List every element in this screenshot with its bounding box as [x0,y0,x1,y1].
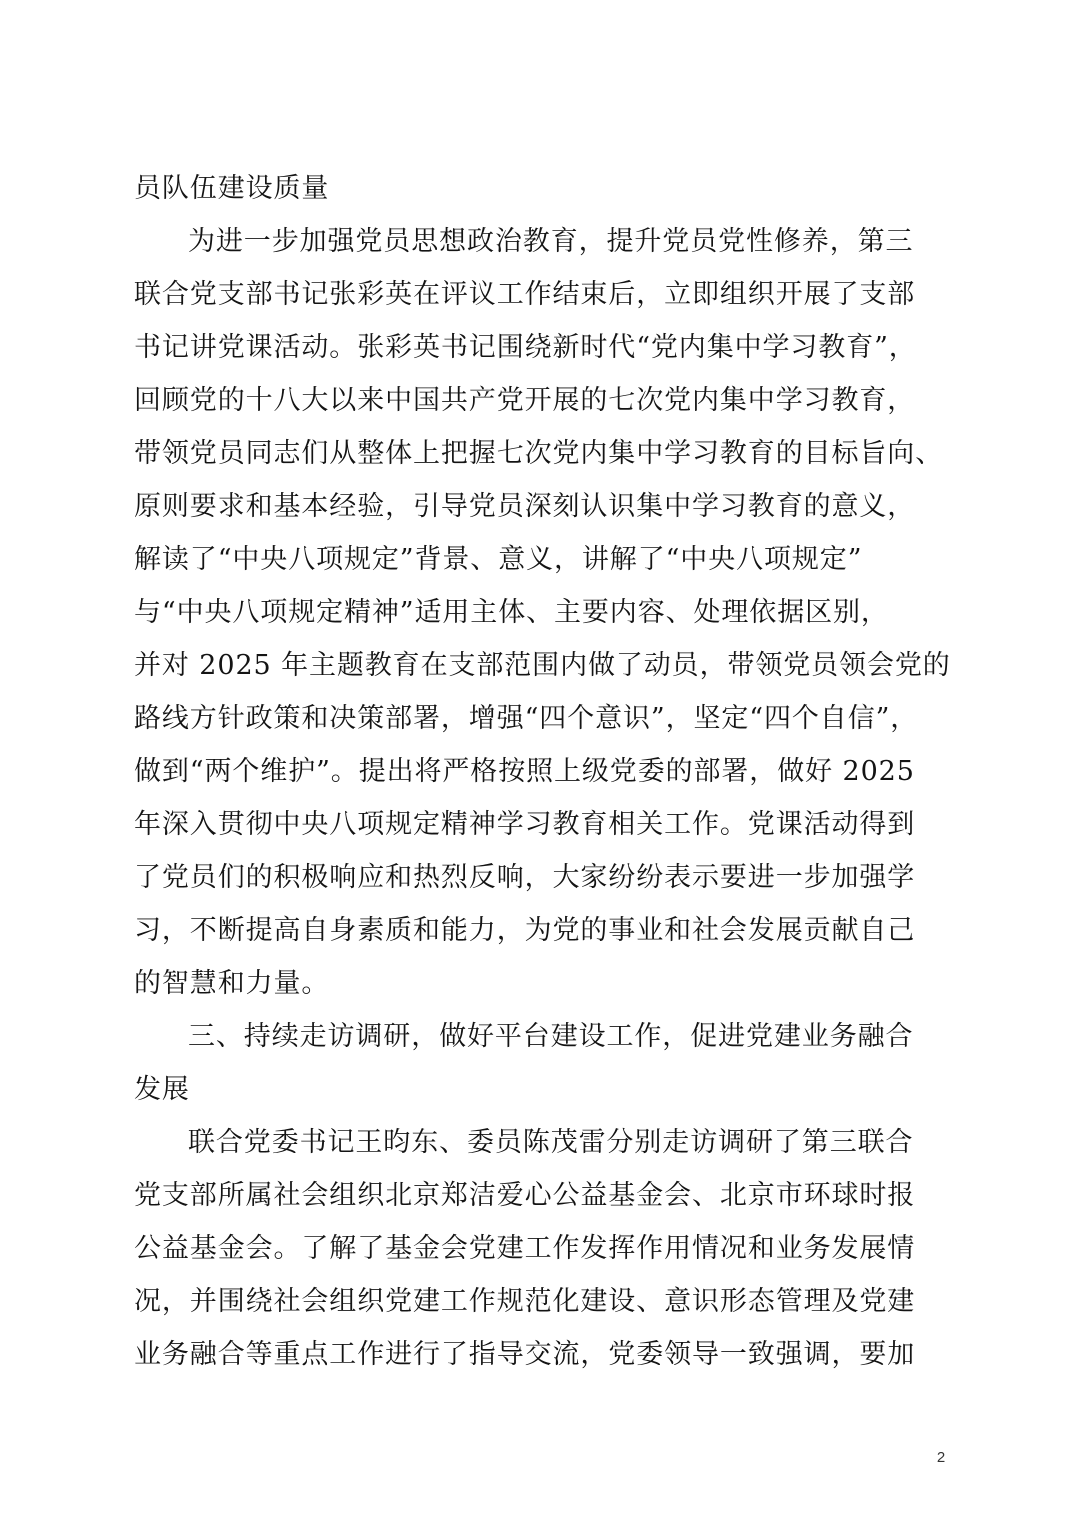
text-line: 的智慧和力量。 [134,968,330,999]
text-line: 况，并围绕社会组织党建工作规范化建设、意识形态管理及党建 [134,1286,916,1317]
text-line: 书记讲党课活动。张彩英书记围绕新时代“党内集中学习教育”， [134,332,917,363]
text-line: 带领党员同志们从整体上把握七次党内集中学习教育的目标旨向、 [134,438,944,469]
text-line: 解读了“中央八项规定”背景、意义，讲解了“中央八项规定” [134,544,863,575]
page-number: 2 [936,1449,946,1466]
text-line: 了党员们的积极响应和热烈反响，大家纷纷表示要进一步加强学 [134,862,916,893]
text-line: 回顾党的十八大以来中国共产党开展的七次党内集中学习教育， [134,385,916,416]
text-line: 做到“两个维护”。提出将严格按照上级党委的部署，做好 2025 [134,756,915,787]
text-line: 与“中央八项规定精神”适用主体、主要内容、处理依据区别， [134,597,889,628]
text-line: 原则要求和基本经验，引导党员深刻认识集中学习教育的意义， [134,491,916,522]
text-line: 联合党支部书记张彩英在评议工作结束后，立即组织开展了支部 [134,279,916,310]
text-line: 联合党委书记王昀东、委员陈茂雷分别走访调研了第三联合 [188,1127,914,1158]
section-heading-line: 发展 [134,1074,190,1105]
text-line: 公益基金会。了解了基金会党建工作发挥作用情况和业务发展情 [134,1233,916,1264]
text-line: 业务融合等重点工作进行了指导交流，党委领导一致强调，要加 [134,1339,916,1370]
text-line: 年深入贯彻中央八项规定精神学习教育相关工作。党课活动得到 [134,809,916,840]
section-heading-line: 三、持续走访调研，做好平台建设工作，促进党建业务融合 [188,1021,914,1052]
text-line: 党支部所属社会组织北京郑洁爱心公益基金会、北京市环球时报 [134,1180,916,1211]
text-line: 路线方针政策和决策部署，增强“四个意识”，坚定“四个自信”， [134,703,919,734]
text-line: 并对 2025 年主题教育在支部范围内做了动员，带领党员领会党的 [134,650,951,681]
text-line: 为进一步加强党员思想政治教育，提升党员党性修养，第三 [188,226,914,257]
text-line: 员队伍建设质量 [134,173,330,204]
text-line: 习，不断提高自身素质和能力，为党的事业和社会发展贡献自己 [134,915,916,946]
